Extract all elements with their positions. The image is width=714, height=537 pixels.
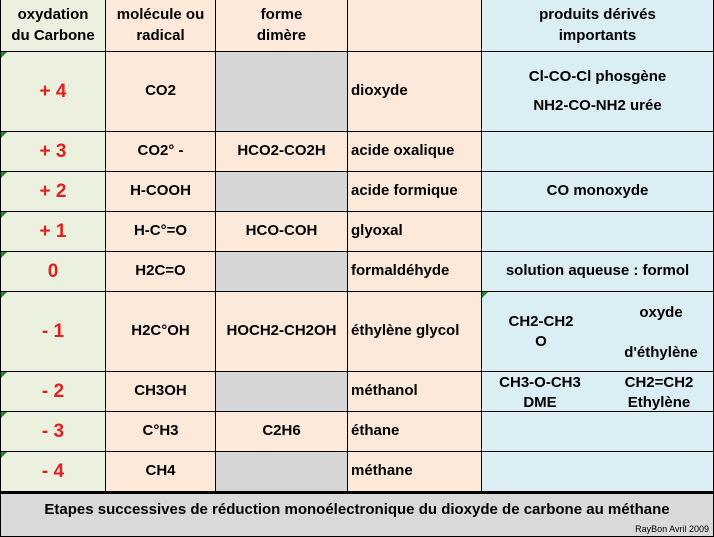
header-oxidation-line2: du Carbone <box>11 26 95 44</box>
footer-title: Etapes successives de réduction monoélectronique du dioxyde de carbone au méthane <box>44 501 670 518</box>
row-ox-zero: 0 <box>0 252 106 292</box>
row-derived-zero: solution aqueuse : formol <box>482 252 714 292</box>
derived-epoxide-name-line2: d'éthylène <box>624 344 698 362</box>
row-ox-minus1: - 1 <box>0 292 106 372</box>
row-ox-plus1: + 1 <box>0 212 106 252</box>
row-name-plus2: acide formique <box>348 172 482 212</box>
derived-ethylene-name: Ethylène <box>627 393 691 411</box>
row-derived-minus3 <box>482 412 714 452</box>
derived-urea: NH2-CO-NH2 urée <box>533 97 662 115</box>
header-derived-line2: importants <box>558 26 637 44</box>
row-name-minus3: éthane <box>348 412 482 452</box>
header-dimer <box>216 0 348 52</box>
row-dimer-plus1: HCO-COH <box>216 212 348 252</box>
row-molecule-plus4: CO2 <box>106 52 216 132</box>
row-dimer-minus3: C2H6 <box>216 412 348 452</box>
row-dimer-plus2 <box>216 172 348 212</box>
row-ox-minus4: - 4 <box>0 452 106 492</box>
derived-epoxide-formula <box>486 312 596 353</box>
header-oxidation-line1: oxydation <box>17 6 89 24</box>
row-ox-plus4: + 4 <box>0 52 106 132</box>
row-dimer-minus1: HOCH2-CH2OH <box>216 292 348 372</box>
row-ox-minus3: - 3 <box>0 412 106 452</box>
row-ox-plus3: + 3 <box>0 132 106 172</box>
row-derived-plus4 <box>482 52 714 132</box>
row-molecule-minus4: CH4 <box>106 452 216 492</box>
row-ox-plus2: + 2 <box>0 172 106 212</box>
row-molecule-minus1: H2C°OH <box>106 292 216 372</box>
row-molecule-plus1: H-C°=O <box>106 212 216 252</box>
row-derived-plus2: CO monoxyde <box>482 172 714 212</box>
row-name-minus4: méthane <box>348 452 482 492</box>
row-ox-minus2: - 2 <box>0 372 106 412</box>
row-name-plus3: acide oxalique <box>348 132 482 172</box>
row-name-plus4: dioxyde <box>348 52 482 132</box>
derived-dme-name: DME <box>523 393 557 411</box>
footer-credit: RayBon Avril 2009 <box>635 524 709 534</box>
row-name-zero: formaldéhyde <box>348 252 482 292</box>
derived-dme <box>482 373 598 412</box>
header-molecule-line1: molécule ou <box>116 6 205 24</box>
header-oxidation <box>0 0 106 52</box>
header-name <box>348 0 482 52</box>
row-dimer-minus4 <box>216 452 348 492</box>
table-footer <box>0 492 714 537</box>
derived-epoxide-formula-line1: CH2-CH2 <box>508 313 574 330</box>
row-dimer-plus3: HCO2-CO2H <box>216 132 348 172</box>
header-molecule-line2: radical <box>136 26 185 44</box>
row-dimer-plus4 <box>216 52 348 132</box>
header-molecule <box>106 0 216 52</box>
row-name-minus2: méthanol <box>348 372 482 412</box>
header-derived-line1: produits dérivés <box>539 6 656 24</box>
row-molecule-plus2: H-COOH <box>106 172 216 212</box>
row-molecule-minus2: CH3OH <box>106 372 216 412</box>
row-derived-minus2 <box>482 372 714 412</box>
row-derived-plus3 <box>482 132 714 172</box>
derived-dme-formula: CH3-O-CH3 <box>499 374 581 391</box>
row-molecule-zero: H2C=O <box>106 252 216 292</box>
derived-phosgene: Cl-CO-Cl phosgène <box>528 67 667 85</box>
header-dimer-line1: forme <box>260 6 303 24</box>
derived-epoxide-formula-line2: O <box>535 333 547 351</box>
row-dimer-minus2 <box>216 372 348 412</box>
header-derived <box>482 0 714 52</box>
row-molecule-minus3: C°H3 <box>106 412 216 452</box>
row-dimer-zero <box>216 252 348 292</box>
row-derived-minus4 <box>482 452 714 492</box>
row-name-minus1: éthylène glycol <box>348 292 482 372</box>
row-name-plus1: glyoxal <box>348 212 482 252</box>
row-molecule-plus3: CO2° - <box>106 132 216 172</box>
derived-ethylene <box>604 373 714 412</box>
header-dimer-line2: dimère <box>256 26 307 44</box>
row-derived-minus1 <box>482 292 714 372</box>
derived-epoxide-name <box>608 301 714 365</box>
row-derived-plus1 <box>482 212 714 252</box>
derived-ethylene-formula: CH2=CH2 <box>624 374 694 391</box>
derived-epoxide-name-line1: oxyde <box>639 304 683 321</box>
